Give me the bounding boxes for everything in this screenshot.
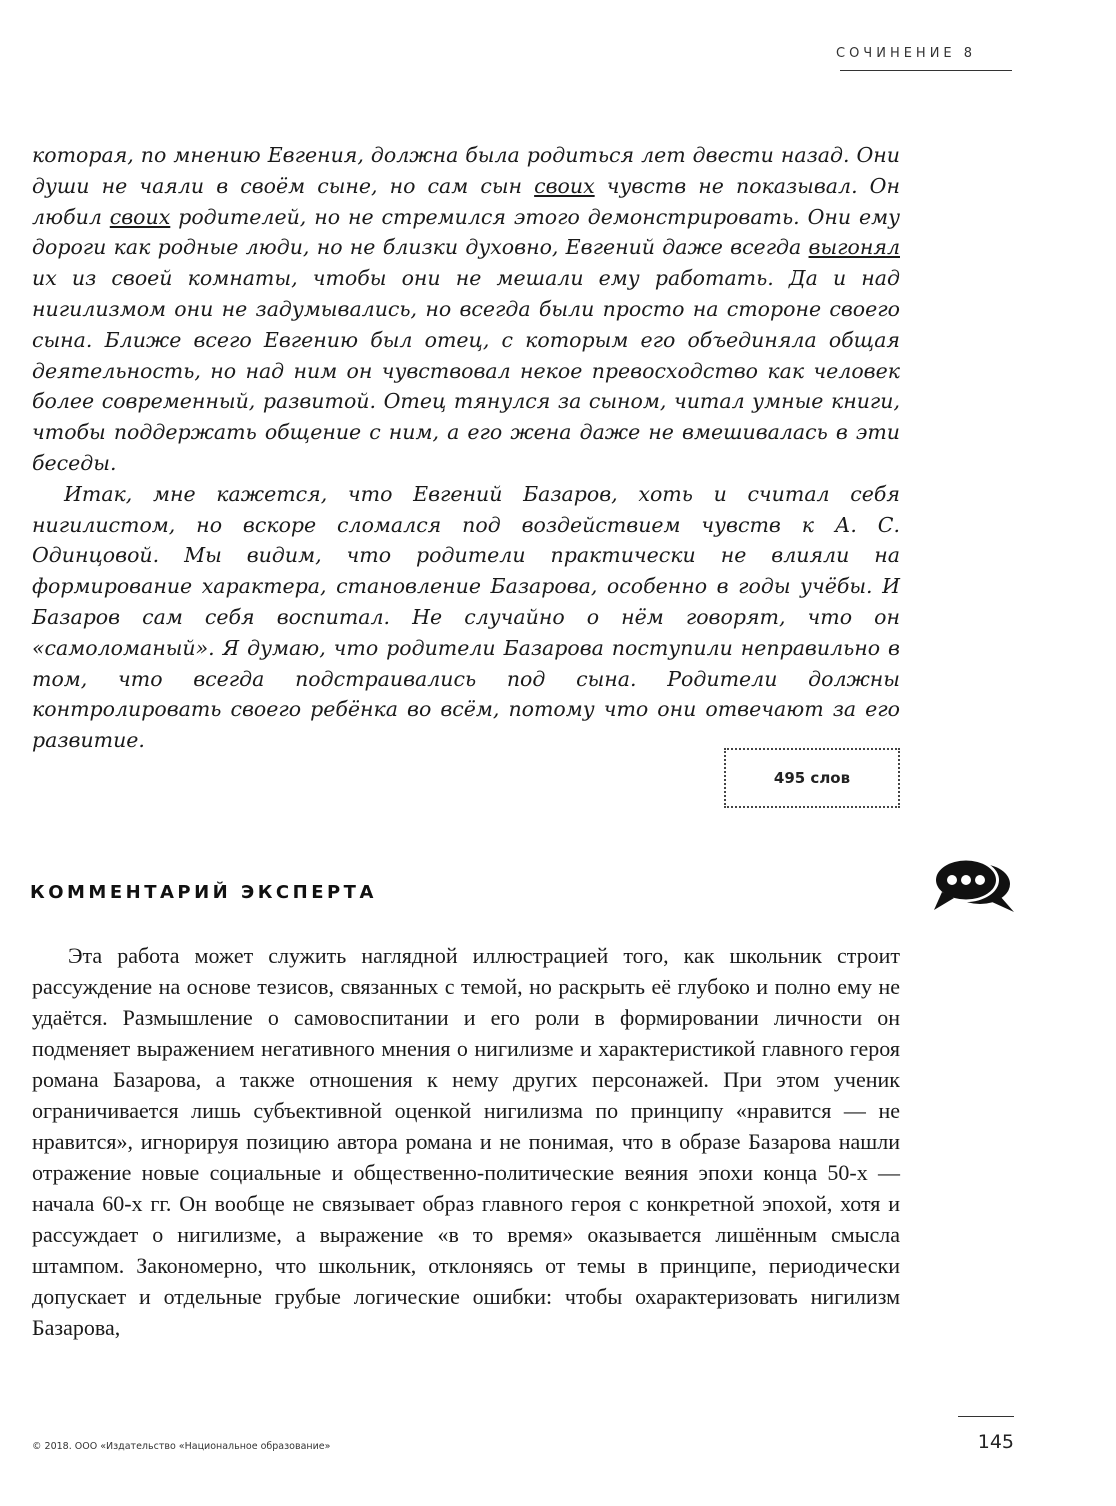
expert-comment-text	[32, 940, 900, 1343]
essay-paragraph	[32, 140, 900, 479]
footer-rule	[958, 1416, 1014, 1417]
chat-bubbles-icon	[928, 852, 1016, 918]
underlined-word: своих	[534, 173, 595, 198]
copyright-notice: © 2018. ООО «Издательство «Национальное образование»	[32, 1441, 331, 1452]
word-count: 495 слов	[773, 769, 851, 787]
underlined-word: своих	[109, 204, 171, 229]
essay-text-segment: родителей, но не стремился этого демонстрировать. Они ему дороги как родные люди, но не близки духовно, Евгений даже всегда	[32, 204, 900, 260]
essay-text	[32, 140, 900, 756]
essay-text-segment: чувств не показывал. Он любил	[32, 173, 900, 229]
underlined-word: выгонял	[808, 235, 900, 260]
page-number: 145	[977, 1431, 1014, 1453]
expert-comment-paragraph: Эта работа может служить наглядной иллюстрацией того, как школьник строит рассуждение на основе тезисов, связанных с темой, но раскрыть её глубоко и полно ему не удаётся. Размышление о самовоспитании и его роли в формировании личности он подменяет выражением негативного мнения о нигилизме и характеристикой главного героя романа Базарова, а также отношения к нему других персонажей. При этом ученик ограничивается лишь субъективной оценкой нигилизма по принципу «нравится — не нравится», игнорируя позицию автора романа и не понимая, что в образе Базарова нашли отражение новые социальные и общественно-политические веяния эпохи конца 50-х — начала 60-х гг. Он вообще не связывает образ главного героя с конкретной эпохой, хотя и рассуждает о нигилизме, а выражение «в то время» оказывается лишённым смысла штампом. Закономерно, что школьник, отклоняясь от темы в принципе, периодически допускает и отдельные грубые логические ошибки: чтобы охарактеризовать нигилизм Базарова,	[32, 943, 900, 1340]
word-count-box	[724, 748, 900, 808]
header-rule	[840, 70, 1012, 71]
essay-text-segment: их из своей комнаты, чтобы они не мешали ему работать. Да и над нигилизмом они не задумывались, но всегда были просто на стороне своего сына. Ближе всего Евгению был отец, с которым его объединяла общая деятельность, но над ним он чувствовал некое превосходство как человек более современный, развитой. Отец тянулся за сыном, читал умные книги, чтобы поддержать общение с ним, а его жена даже не вмешивалась в эти беседы.	[32, 266, 900, 475]
section-header: СОЧИНЕНИЕ 8	[836, 46, 977, 61]
essay-conclusion-paragraph: Итак, мне кажется, что Евгений Базаров, хоть и считал себя нигилистом, но вскоре сломался под воздействием чувств к А. С. Одинцовой. Мы видим, что родители практически не влияли на формирование характера, становление Базарова, особенно в годы учёбы. И Базаров сам себя воспитал. Не случайно о нём говорят, что он «самоломаный». Я думаю, что родители Базарова поступили неправильно в том, что всегда подстраивались под сына. Родители должны контролировать своего ребёнка во всём, потому что они отвечают за его развитие.	[32, 481, 900, 753]
expert-comment-title: КОММЕНТАРИЙ ЭКСПЕРТА	[30, 882, 377, 903]
essay-text-segment: которая, по мнению Евгения, должна была родиться лет двести назад. Они души не чаяли в своём сыне, но сам сын	[32, 143, 900, 198]
